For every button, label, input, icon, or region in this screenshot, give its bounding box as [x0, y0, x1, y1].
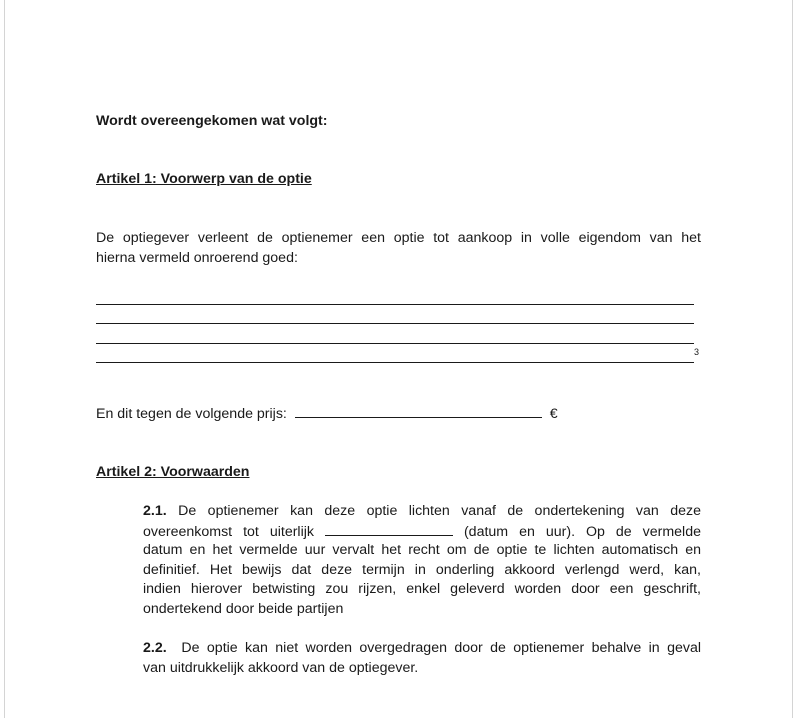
- price-label: En dit tegen de volgende prijs:: [96, 406, 287, 422]
- clause-2-2: [143, 639, 701, 678]
- page-edge-right: [792, 0, 793, 718]
- clause-2-1-line-text: overeenkomst tot uiterlijk: [143, 523, 314, 540]
- clause-2-2-line-text: De optie kan niet worden overgedragen door de optienemer behalve in geval: [181, 640, 701, 656]
- article-1-body-line: hierna vermeld onroerend goed:: [96, 249, 298, 266]
- clause-2-1-line-text: De optienemer kan deze optie lichten vanaf de ondertekening van deze: [178, 503, 701, 519]
- clause-2-1-line: indien hierover betwisting zou rijzen, enkel geleverd worden door een geschrift,: [143, 581, 701, 598]
- currency-symbol: €: [549, 406, 558, 422]
- price-blank: [295, 404, 542, 418]
- clause-2-2-line: [143, 639, 701, 659]
- article-1-body-line: De optiegever verleent de optienemer een optie tot aankoop in volle eigendom van het: [96, 230, 701, 246]
- clause-2-1-line: [143, 522, 701, 542]
- clause-2-1: [143, 502, 701, 620]
- clause-2-2-line: van uitdrukkelijk akkoord van de optiegever.: [143, 659, 419, 676]
- footnote-marker: 3: [694, 347, 700, 357]
- property-blank-line-1: [96, 304, 694, 305]
- article-1-body: [96, 229, 701, 268]
- property-blank-line-4: [96, 362, 694, 363]
- clause-2-2-number: 2.2.: [143, 640, 167, 656]
- clause-2-1-line: [143, 502, 701, 522]
- article-1-title: Artikel 1: Voorwerp van de optie: [96, 171, 312, 187]
- agreement-heading: Wordt overeengekomen wat volgt:: [96, 113, 328, 129]
- deadline-blank: [325, 522, 453, 536]
- property-blank-line-2: [96, 323, 694, 324]
- clause-2-1-number: 2.1.: [143, 503, 167, 519]
- clause-2-1-line: ondertekend door beide partijen: [143, 600, 344, 617]
- price-line: [96, 404, 558, 425]
- page-edge-left: [4, 0, 5, 718]
- clause-2-1-line: definitief. Het bewijs dat deze termijn in onderling akkoord verlengd werd, kan,: [143, 561, 701, 578]
- article-2-title: Artikel 2: Voorwaarden: [96, 464, 250, 480]
- clause-2-1-line-text: (datum en uur). Op de vermelde: [463, 523, 701, 540]
- property-blank-line-3: [96, 343, 694, 344]
- clause-2-1-line: datum en het vermelde uur vervalt het recht om de optie te lichten automatisch en: [143, 542, 701, 559]
